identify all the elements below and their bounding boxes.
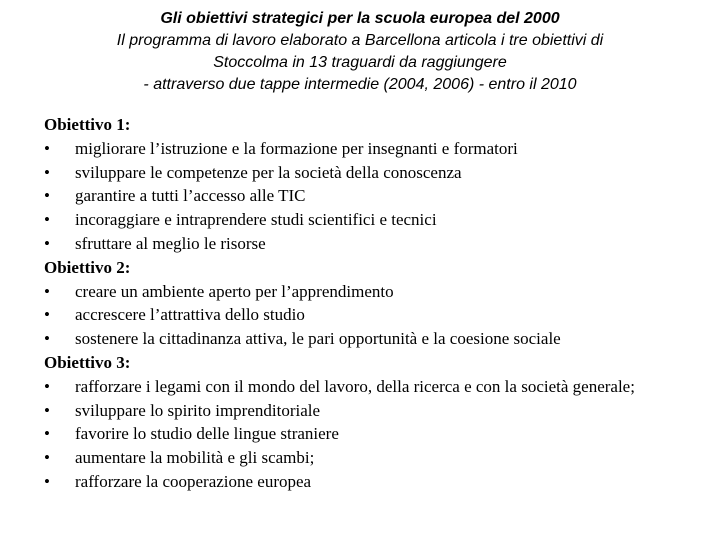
slide-title: Gli obiettivi strategici per la scuola europea del 2000 bbox=[160, 10, 560, 27]
objectives-list bbox=[44, 113, 694, 494]
list-item-text: garantire a tutti l’accesso alle TIC bbox=[75, 186, 306, 206]
subtitle-line: - attraverso due tappe intermedie (2004, 2006) - entro il 2010 bbox=[143, 76, 577, 93]
bullet-icon: • bbox=[44, 424, 50, 444]
list-item bbox=[44, 446, 694, 470]
list-item-text: accrescere l’attrattiva dello studio bbox=[75, 305, 305, 325]
list-item-text: sviluppare lo spirito imprenditoriale bbox=[75, 400, 321, 420]
list-item bbox=[44, 137, 694, 161]
list-item bbox=[44, 470, 694, 494]
list-item-text: creare un ambiente aperto per l’apprendimento bbox=[75, 281, 394, 301]
bullet-icon: • bbox=[44, 186, 50, 206]
objective-heading: Obiettivo 1: bbox=[44, 115, 131, 134]
list-item bbox=[44, 208, 694, 232]
list-item bbox=[44, 280, 694, 304]
bullet-icon: • bbox=[44, 210, 50, 230]
list-item-text: migliorare l’istruzione e la formazione per insegnanti e formatori bbox=[75, 138, 518, 158]
subtitle-line: Stoccolma in 13 traguardi da raggiungere bbox=[213, 54, 507, 71]
list-item bbox=[44, 184, 694, 208]
objective-heading: Obiettivo 3: bbox=[44, 352, 131, 372]
bullet-icon: • bbox=[44, 329, 50, 349]
subtitle-line: Il programma di lavoro elaborato a Barcellona articola i tre obiettivi di bbox=[116, 32, 604, 49]
list-item bbox=[44, 161, 694, 185]
bullet-icon: • bbox=[44, 281, 50, 301]
list-item bbox=[44, 399, 694, 423]
list-item-text: sfruttare al meglio le risorse bbox=[75, 233, 266, 253]
bullet-icon: • bbox=[44, 305, 50, 325]
list-item bbox=[44, 327, 694, 351]
list-item-text: sostenere la cittadinanza attiva, le pari opportunità e la coesione sociale bbox=[75, 329, 561, 349]
list-item-text: aumentare la mobilità e gli scambi; bbox=[75, 448, 315, 468]
bullet-icon: • bbox=[44, 233, 50, 253]
bullet-icon: • bbox=[44, 471, 50, 491]
bullet-icon: • bbox=[44, 162, 50, 182]
objective-heading: Obiettivo 2: bbox=[44, 257, 131, 277]
list-item bbox=[44, 232, 694, 256]
list-item-text: incoraggiare e intraprendere studi scientifici e tecnici bbox=[75, 210, 437, 230]
bullet-icon: • bbox=[44, 448, 50, 468]
list-item bbox=[44, 303, 694, 327]
list-item-text: rafforzare i legami con il mondo del lavoro, della ricerca e con la società generale; bbox=[75, 376, 635, 396]
list-item-text: sviluppare le competenze per la società della conoscenza bbox=[75, 162, 462, 182]
bullet-icon: • bbox=[44, 400, 50, 420]
list-item-text: favorire lo studio delle lingue straniere bbox=[75, 424, 339, 444]
list-item-text: rafforzare la cooperazione europea bbox=[75, 471, 312, 491]
bullet-icon: • bbox=[44, 138, 50, 158]
list-item bbox=[44, 375, 694, 399]
list-item bbox=[44, 422, 694, 446]
bullet-icon: • bbox=[44, 376, 50, 396]
slide-header bbox=[40, 8, 680, 96]
